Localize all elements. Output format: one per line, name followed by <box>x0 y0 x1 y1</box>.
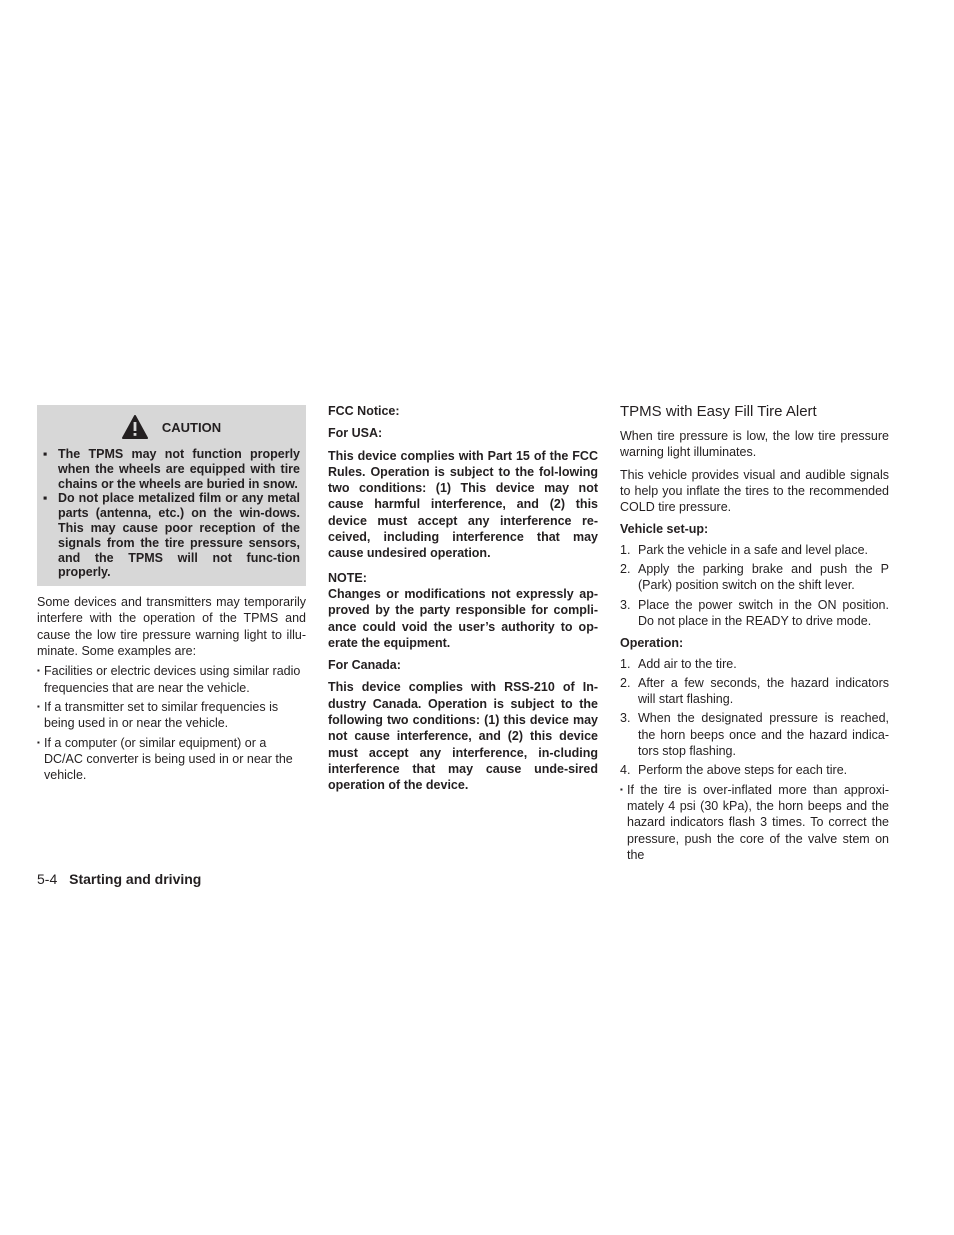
operation-steps <box>620 656 889 779</box>
caution-list <box>43 447 300 580</box>
paragraph: When tire pressure is low, the low tire pressure warning light illuminates. <box>620 429 889 460</box>
setup-heading: Vehicle set-up: <box>620 522 709 537</box>
caution-title: CAUTION <box>161 419 222 435</box>
step-number: 2. <box>620 675 631 690</box>
list-item <box>620 675 889 708</box>
step-number: 4. <box>620 763 631 778</box>
section-name: Starting and driving <box>69 871 202 887</box>
caution-header <box>43 411 300 443</box>
column-middle <box>328 403 598 794</box>
list-item <box>620 597 889 630</box>
step-number: 3. <box>620 711 631 726</box>
list-item <box>620 710 889 759</box>
step-text: Park the vehicle in a safe and level place. <box>638 542 868 557</box>
setup-steps <box>620 542 889 629</box>
step-text: After a few seconds, the hazard indicators will start flashing. <box>638 675 889 707</box>
operation-heading: Operation: <box>620 636 684 651</box>
canada-text: This device complies with RSS-210 of In-dustry Canada. Operation is subject to the following two conditions: (1) this device may not cause interference, and (2) this device must accept any interference, in-cluding interference that may cause unde-sired operation of the device. <box>328 680 598 793</box>
step-text: Apply the parking brake and push the P (Park) position switch on the shift lever. <box>638 562 889 593</box>
caution-item: ▪ Do not place metalized film or any metal parts (antenna, etc.) on the win-dows. This may cause poor reception of the signals from the tire pressure sensors, and the TPMS will not func-tion properly. <box>43 491 300 580</box>
step-text: Add air to the tire. <box>638 656 737 671</box>
usa-text: This device complies with Part 15 of the FCC Rules. Operation is subject to the fol-lowing two conditions: (1) This device may not cause harmful interference, and (2) this device must accept any interference re-ceived, including interference that may cause undesired operation. <box>328 448 598 561</box>
list-item <box>620 542 889 558</box>
canada-heading: For Canada: <box>328 658 401 673</box>
step-number: 1. <box>620 542 631 557</box>
warning-triangle-icon <box>122 415 148 439</box>
paragraph: This vehicle provides visual and audible signals to help you inflate the tires to the recommended COLD tire pressure. <box>620 467 889 515</box>
example-item: ▪ Facilities or electric devices using similar radio frequencies that are near the vehicle. <box>37 663 306 696</box>
note-heading: NOTE: <box>328 570 367 585</box>
page-number: 5-4 <box>37 871 58 887</box>
section-title: TPMS with Easy Fill Tire Alert <box>620 403 817 420</box>
overinflate-note: ▪ If the tire is over-inflated more than approxi-mately 4 psi (30 kPa), the horn beeps and the hazard indicators flash 3 times. To correct the pressure, push the core of the valve stem on the <box>620 782 889 863</box>
step-number: 2. <box>620 562 631 577</box>
page-footer <box>37 871 201 887</box>
list-item <box>620 561 889 594</box>
note-text: Changes or modifications not expressly ap-proved by the party responsible for compli-ance could void the user’s authority to op-erate the equipment. <box>328 586 598 650</box>
step-text: Place the power switch in the ON position. Do not place in the READY to drive mode. <box>638 597 889 628</box>
step-text: When the designated pressure is reached, the horn beeps once and the hazard indica-tors stop flashing. <box>638 711 889 759</box>
step-text: Perform the above steps for each tire. <box>638 763 848 778</box>
column-right <box>620 403 889 866</box>
column-left <box>37 403 306 786</box>
step-number: 1. <box>620 656 631 671</box>
example-item: ▪ If a computer (or similar equipment) or a DC/AC converter is being used in or near the vehicle. <box>37 735 306 784</box>
list-item <box>620 762 889 778</box>
usa-heading: For USA: <box>328 426 383 441</box>
list-item <box>620 656 889 672</box>
fcc-heading: FCC Notice: <box>328 404 400 418</box>
examples-list <box>37 663 306 783</box>
example-item: ▪ If a transmitter set to similar frequencies is being used in or near the vehicle. <box>37 699 306 732</box>
caution-item: ▪ The TPMS may not function properly when the wheels are equipped with tire chains or the wheels are buried in snow. <box>43 447 300 491</box>
overinflate-list <box>620 782 889 863</box>
caution-box <box>37 405 306 586</box>
interference-intro: Some devices and transmitters may temporarily interfere with the operation of the TPMS and cause the low tire pressure warning light to illu-minate. Some examples are: <box>37 595 306 659</box>
step-number: 3. <box>620 597 631 612</box>
